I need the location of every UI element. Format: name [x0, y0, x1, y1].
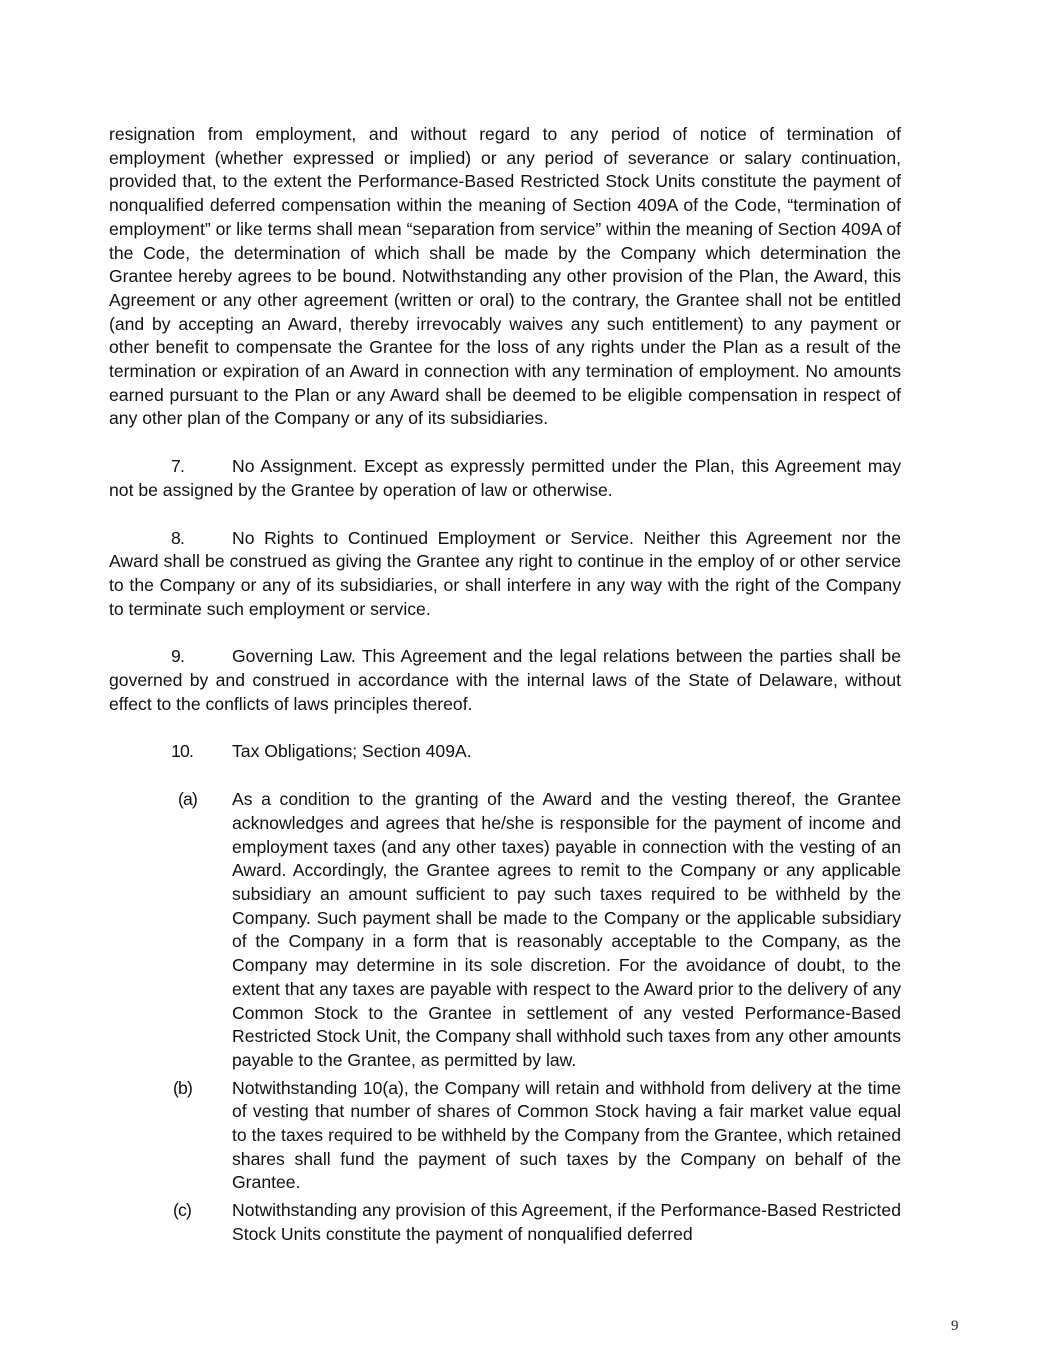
section-number: 9. [171, 646, 185, 667]
section-9 [109, 645, 901, 716]
document-page [109, 123, 901, 1251]
subsection-text: Notwithstanding any provision of this Agreement, if the Performance-Based Restricted Stock Units constitute the payment of nonqualified deferred [232, 1200, 901, 1244]
subsection-text: Notwithstanding 10(a), the Company will retain and withhold from delivery at the time of vesting that number of shares of Common Stock having a fair market value equal to the taxes required to be withheld by the Company from the Grantee, which retained shares shall fund the payment of such taxes by the Company on behalf of the Grantee. [232, 1077, 901, 1193]
subsection-a [109, 788, 901, 1072]
continuation-paragraph: resignation from employment, and without regard to any period of notice of termination of employment (whether expressed or implied) or any period of severance or salary continuation, provided that, to the extent the Performance-Based Restricted Stock Units constitute the payment of nonqualified deferred compensation within the meaning of Section 409A of the Code, “termination of employment” or like terms shall mean “separation from service” within the meaning of Section 409A of the Code, the determination of which shall be made by the Company which determination the Grantee hereby agrees to be bound. Notwithstanding any other provision of the Plan, the Award, this Agreement or any other agreement (written or oral) to the contrary, the Grantee shall not be entitled (and by accepting an Award, thereby irrevocably waives any such entitlement) to any payment or other benefit to compensate the Grantee for the loss of any rights under the Plan as a result of the termination or expiration of an Award in connection with any termination of employment. No amounts earned pursuant to the Plan or any Award shall be deemed to be eligible compensation in respect of any other plan of the Company or any of its subsidiaries. [109, 124, 901, 429]
subsection-label: (b) [173, 1077, 193, 1098]
subsection-c [109, 1199, 901, 1246]
section-number: 7. [171, 456, 185, 477]
subsection-b [109, 1077, 901, 1196]
section-10-heading [109, 740, 901, 764]
page-number: 9 [951, 1318, 959, 1334]
subsection-label: (c) [173, 1200, 192, 1221]
section-text: No Assignment. Except as expressly permitted under the Plan, this Agreement may not be assigned by the Grantee by operation of law or otherwise. [109, 456, 901, 500]
section-8 [109, 527, 901, 622]
section-text: Governing Law. This Agreement and the legal relations between the parties shall be governed by and construed in accordance with the internal laws of the State of Delaware, without effect to the conflicts of laws principles thereof. [109, 646, 901, 714]
section-number: 8. [171, 527, 185, 548]
subsection-label: (a) [178, 789, 198, 810]
subsection-text: As a condition to the granting of the Award and the vesting thereof, the Grantee acknowledges and agrees that he/she is responsible for the payment of income and employment taxes (and any other taxes) payable in connection with the vesting of an Award. Accordingly, the Grantee agrees to remit to the Company or any applicable subsidiary an amount sufficient to pay such taxes required to be withheld by the Company. Such payment shall be made to the Company or the applicable subsidiary of the Company in a form that is reasonably acceptable to the Company, as the Company may determine in its sole discretion. For the avoidance of doubt, to the extent that any taxes are payable with respect to the Award prior to the delivery of any Common Stock to the Grantee in settlement of any vested Performance-Based Restricted Stock Unit, the Company shall withhold such taxes from any other amounts payable to the Grantee, as permitted by law. [232, 789, 901, 1070]
section-text: No Rights to Continued Employment or Service. Neither this Agreement nor the Award shall be construed as giving the Grantee any right to continue in the employ of or other service to the Company or any of its subsidiaries, or shall interfere in any way with the right of the Company to terminate such employment or service. [109, 527, 901, 619]
section-number: 10. [171, 741, 194, 762]
section-text: Tax Obligations; Section 409A. [232, 741, 472, 762]
section-7 [109, 455, 901, 502]
